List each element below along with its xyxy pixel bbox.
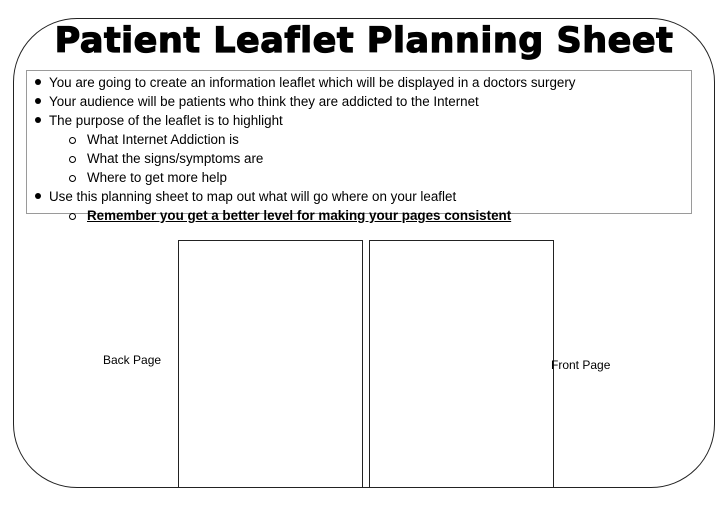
back-page-label: Back Page	[103, 353, 162, 367]
instruction-subitem-emphasis: Remember you get a better level for making your pages consistent	[33, 206, 685, 225]
instruction-item: The purpose of the leaflet is to highlight	[33, 111, 685, 130]
back-page-box	[178, 240, 363, 488]
instruction-subitem: What the signs/symptoms are	[33, 149, 685, 168]
instructions-list	[33, 73, 685, 225]
instruction-item: Your audience will be patients who think they are addicted to the Internet	[33, 92, 685, 111]
instruction-subitem: What Internet Addiction is	[33, 130, 685, 149]
front-page-label: Front Page	[551, 358, 611, 372]
title-svg	[0, 12, 728, 62]
page-title	[0, 12, 728, 62]
instruction-item: You are going to create an information leaflet which will be displayed in a doctors surgery	[33, 73, 685, 92]
instruction-subitem: Where to get more help	[33, 168, 685, 187]
front-page-box	[369, 240, 554, 488]
instruction-item: Use this planning sheet to map out what will go where on your leaflet	[33, 187, 685, 206]
title-text: Patient Leaflet Planning Sheet	[54, 21, 674, 61]
instructions-box	[26, 70, 692, 223]
